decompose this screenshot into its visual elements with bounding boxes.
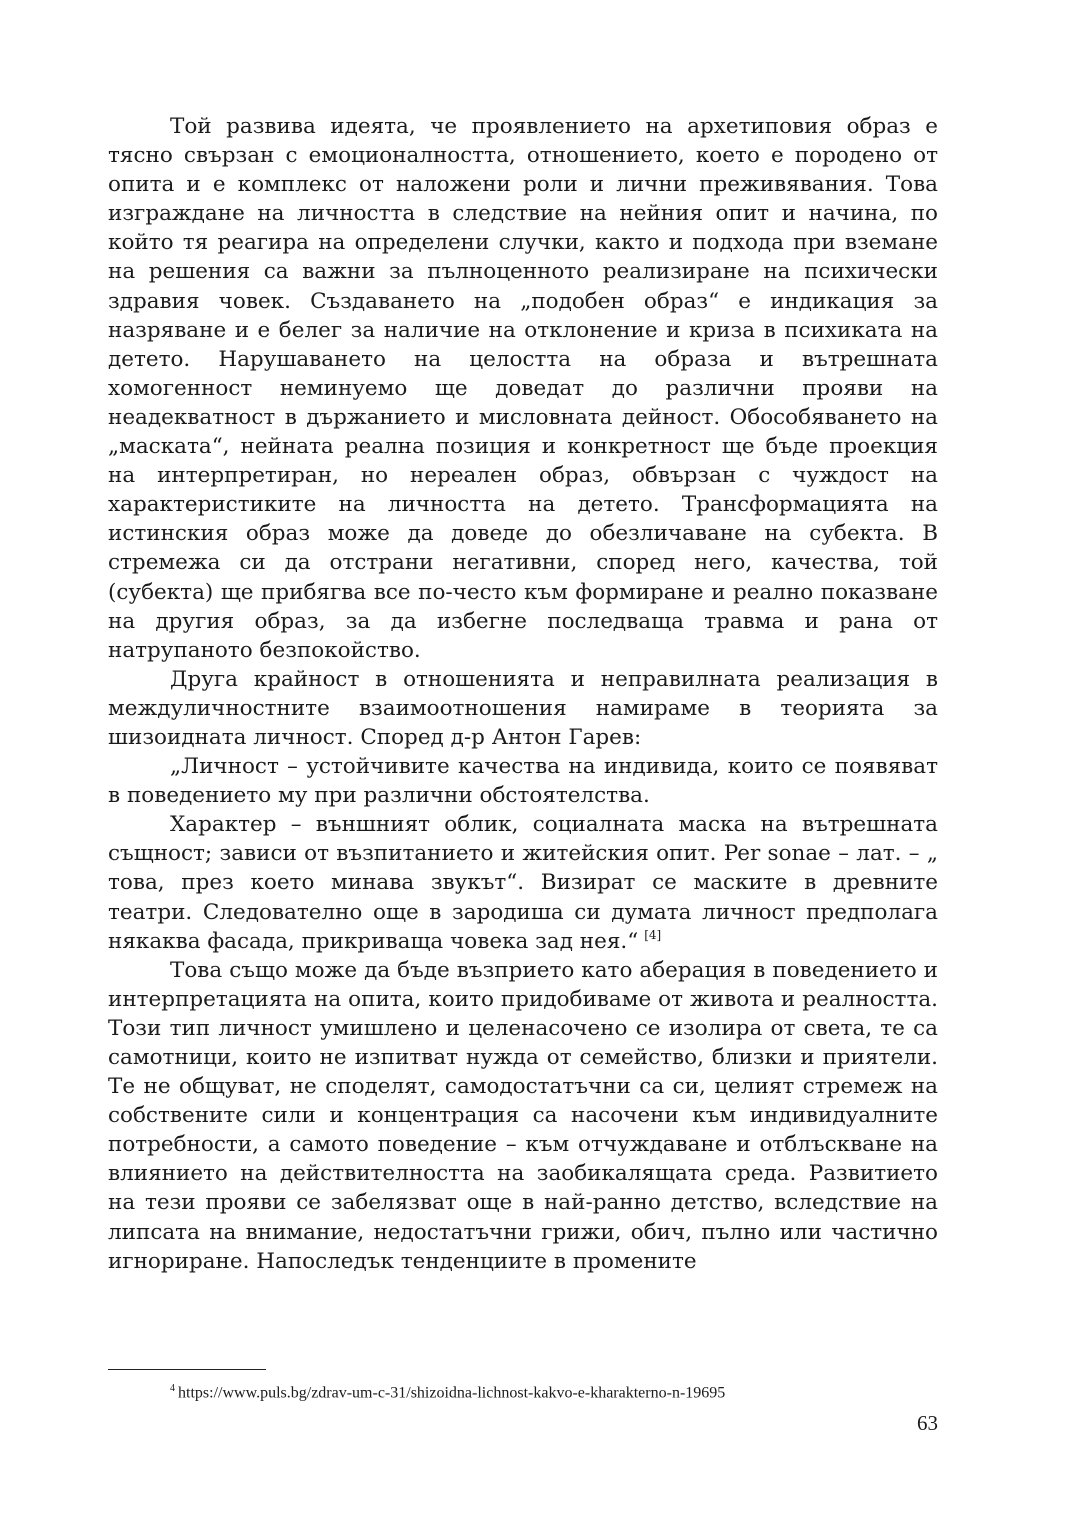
page-body [108, 112, 938, 1276]
footnote [108, 1379, 938, 1403]
page-number: 63 [917, 1411, 938, 1435]
footnote-divider [108, 1369, 266, 1370]
quote-paragraph-2 [108, 810, 938, 955]
footnote-link[interactable]: https://www.puls.bg/zdrav-um-c-31/shizoidna-lichnost-kakvo-e-kharakterno-n-19695 [178, 1384, 726, 1402]
paragraph-1: Той развива идеята, че проявлението на архетиповия образ е тясно свързан с емоционалността, отношението, което е породено от опита и е комплекс от наложени роли и лични преживявания. Това изграждане на личността в следствие на нейния опит и начина, по който тя реагира на определени случки, както и подхода при вземане на решения са важни за пълноценното реализиране на психически здравия човек. Създаването на „подобен образ“ е индикация за назряване и е белег за наличие на отклонение и криза в психиката на детето. Нарушаването на целостта на образа и вътрешната хомогенност неминуемо ще доведат до различни прояви на неадекватност в държанието и мисловната дейност. Обособяването на „маската“, нейната реална позиция и конкретност ще бъде проекция на интерпретиран, но нереален образ, обвързан с чуждост на характеристиките на личността на детето. Трансформацията на истинския образ може да доведе до обезличаване на субекта. В стремежа си да отстрани негативни, според него, качества, той (субекта) ще прибягва все по-често към формиране и реално показване на другия образ, за да избегне последваща травма и рана от натрупаното безпокойство. [108, 114, 938, 663]
footnote-number: 4 [170, 1383, 175, 1394]
paragraph-2: Друга крайност в отношенията и неправилната реализация в междуличностните взаимоотношения намираме в теорията за шизоидната личност. Според д-р Антон Гарев: [108, 666, 938, 750]
paragraph-3: Това също може да бъде възприето като аберация в поведението и интерпретацията на опита, които придобиваме от живота и реалността. Този тип личност умишлено и целенасочено се изолира от света, те са самотници, които не изпитват нужда от семейство, близки и приятели. Те не общуват, не споделят, самодостатъчни са си, целият стремеж на собствените сили и концентрация са насочени към индивидуалните потребности, а самото поведение – към отчуждаване и отблъскване на влиянието на действителността на заобикалящата среда. Развитието на тези прояви се забелязват още в най-ранно детство, вследствие на липсата на внимание, недостатъчни грижи, обич, пълно или частично игнориране. Напоследък тенденциите в промените [108, 957, 938, 1274]
quote-paragraph-1: „Личност – устойчивите качества на индивида, които се появяват в поведението му при различни обстоятелства. [108, 754, 938, 809]
quote-paragraph-2-text: Характер – външният облик, социалната маска на вътрешната същност; зависи от възпитанието и житейския опит. Per sonae – лат. – „ това, през което минава звукът“. Визират се маските в древните театри. Следователно още в зародиша си думата личност предполага някаква фасада, прикриваща човека зад нея.“ [108, 812, 938, 954]
footnote-reference[interactable]: [4] [644, 928, 662, 943]
